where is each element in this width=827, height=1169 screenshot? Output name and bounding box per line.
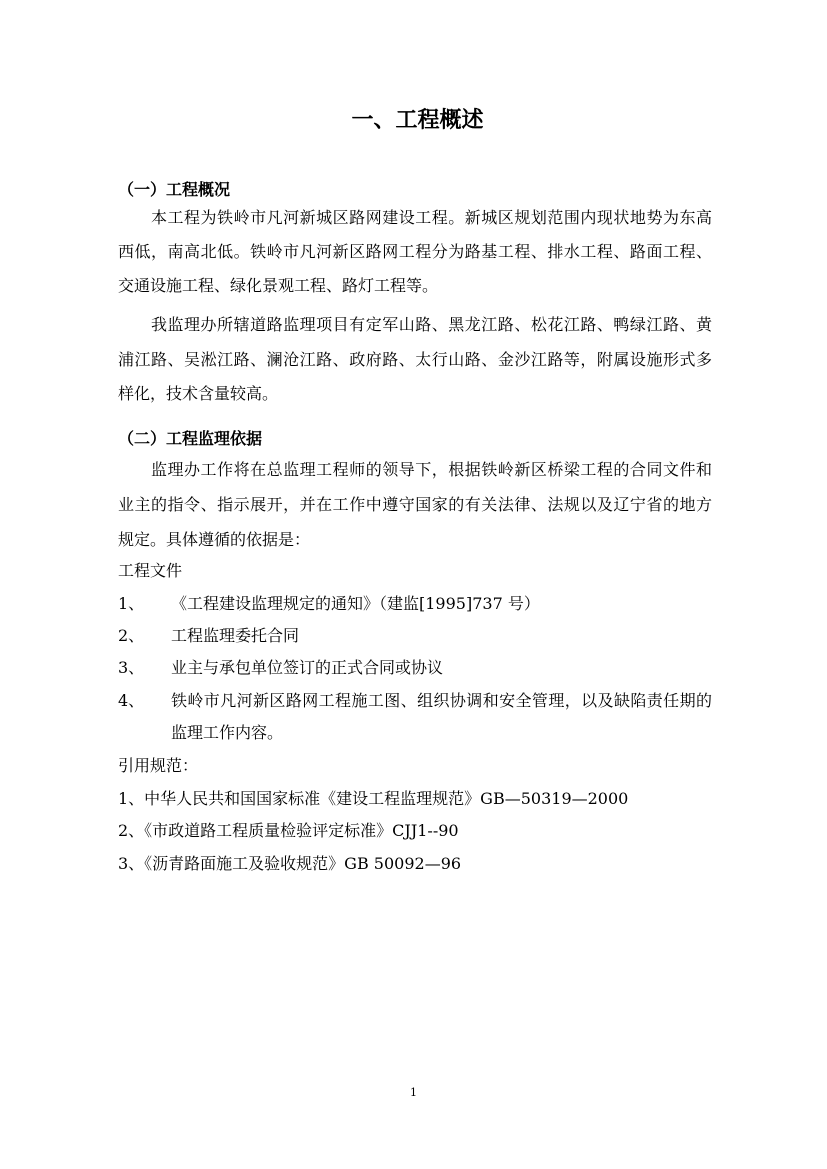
paragraph-line: 浦江路、吴淞江路、澜沧江路、政府路、太行山路、金沙江路等，附属设施形式多 [118,350,712,369]
list-item-number: 2、 [118,626,145,645]
paragraph-line: 本工程为铁岭市凡河新城区路网建设工程。新城区规划范围内现状地势为东高 [151,208,712,227]
standards-label: 引用规范： [118,756,199,775]
list-item-number: 1、 [118,594,145,613]
list-item-number: 4、 [118,691,145,710]
list-item: 工程监理委托合同 [171,626,300,645]
paragraph-line: 我监理办所辖道路监理项目有定军山路、黑龙江路、松花江路、鸭绿江路、黄 [151,315,712,334]
section-heading-basis: （二）工程监理依据 [118,429,263,448]
list-item: 2、《市政道路工程质量检验评定标准》CJJ1--90 [118,821,459,840]
documents-label: 工程文件 [118,561,183,580]
list-item: 《工程建设监理规定的通知》（建监[1995]737 号） [171,594,540,613]
list-item: 铁岭市凡河新区路网工程施工图、组织协调和安全管理，以及缺陷责任期的 [171,691,712,710]
section-heading-overview: （一）工程概况 [118,180,231,199]
page-title: 一、工程概述 [351,108,484,133]
paragraph-line: 交通设施工程、绿化景观工程、路灯工程等。 [118,276,439,295]
list-item-continuation: 监理工作内容。 [171,723,284,742]
list-item: 业主与承包单位签订的正式合同或协议 [171,658,444,677]
paragraph-line: 样化，技术含量较高。 [118,384,279,403]
paragraph-line: 业主的指令、指示展开，并在工作中遵守国家的有关法律、法规以及辽宁省的地方 [118,495,712,514]
list-item-number: 3、 [118,658,145,677]
page-number: 1 [410,1086,417,1099]
list-item: 3、《沥青路面施工及验收规范》GB 50092—96 [118,854,462,873]
list-item: 1、中华人民共和国国家标准《建设工程监理规范》GB—50319—2000 [118,789,629,808]
paragraph-line: 规定。具体遵循的依据是： [118,530,311,549]
paragraph-line: 西低，南高北低。铁岭市凡河新区路网工程分为路基工程、排水工程、路面工程、 [118,242,712,261]
paragraph-line: 监理办工作将在总监理工程师的领导下，根据铁岭新区桥梁工程的合同文件和 [151,460,712,479]
